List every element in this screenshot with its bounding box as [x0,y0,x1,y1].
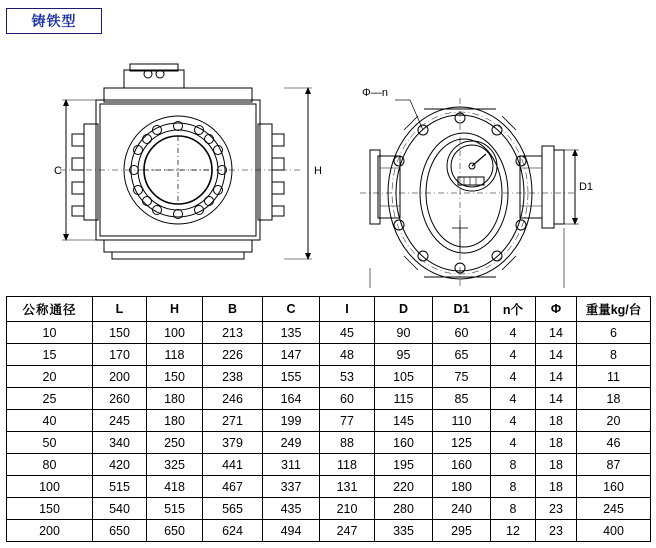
cell-D1: 110 [433,410,491,432]
cell-L: 150 [93,322,147,344]
cell-weight: 400 [577,520,651,542]
table-row [7,476,651,498]
dimension-H [284,88,312,259]
cell-D1: 65 [433,344,491,366]
cell-I: 53 [320,366,375,388]
cell-n: 4 [491,322,536,344]
cell-D: 115 [375,388,433,410]
cell-H: 515 [147,498,203,520]
right-view-body [360,98,575,288]
cell-C: 494 [263,520,320,542]
cell-C: 311 [263,454,320,476]
col-header-D1: D1 [433,297,491,322]
cell-n: 8 [491,476,536,498]
cell-D: 160 [375,432,433,454]
cell-C: 337 [263,476,320,498]
cell-B: 441 [203,454,263,476]
cell-D1: 240 [433,498,491,520]
col-header-weight: 重量kg/台 [577,297,651,322]
table-row [7,498,651,520]
cell-nominal-diameter: 100 [7,476,93,498]
cell-phi: 14 [536,388,577,410]
cell-phi: 14 [536,344,577,366]
cell-L: 515 [93,476,147,498]
cell-C: 147 [263,344,320,366]
cell-B: 213 [203,322,263,344]
cell-H: 418 [147,476,203,498]
table-header-row [7,297,651,322]
cell-D1: 75 [433,366,491,388]
spec-table-wrap [6,296,650,542]
cell-weight: 18 [577,388,651,410]
table-body [7,322,651,542]
cell-H: 180 [147,410,203,432]
cell-n: 4 [491,388,536,410]
cell-phi: 23 [536,498,577,520]
spec-table [6,296,651,542]
cell-phi: 14 [536,366,577,388]
cell-n: 8 [491,498,536,520]
technical-drawing [0,38,656,288]
cell-nominal-diameter: 10 [7,322,93,344]
table-row [7,454,651,476]
cell-L: 200 [93,366,147,388]
cell-D1: 295 [433,520,491,542]
table-row [7,432,651,454]
cell-D1: 85 [433,388,491,410]
cell-nominal-diameter: 40 [7,410,93,432]
cell-L: 650 [93,520,147,542]
col-header-n: n个 [491,297,536,322]
left-view-body [72,64,284,259]
col-header-H: H [147,297,203,322]
cell-B: 624 [203,520,263,542]
cell-I: 48 [320,344,375,366]
cell-D: 220 [375,476,433,498]
cell-nominal-diameter: 80 [7,454,93,476]
cell-C: 199 [263,410,320,432]
col-header-D: D [375,297,433,322]
table-row [7,344,651,366]
col-header-I: I [320,297,375,322]
cell-L: 245 [93,410,147,432]
table-row [7,388,651,410]
label-phi-n: Φ—n [362,87,388,99]
cell-H: 325 [147,454,203,476]
cell-D1: 60 [433,322,491,344]
label-D1: D1 [578,181,594,193]
cell-D1: 160 [433,454,491,476]
cell-D1: 125 [433,432,491,454]
cell-n: 4 [491,366,536,388]
cell-L: 540 [93,498,147,520]
page-title-box [6,8,102,34]
cell-B: 238 [203,366,263,388]
col-header-L: L [93,297,147,322]
cell-nominal-diameter: 20 [7,366,93,388]
cell-weight: 245 [577,498,651,520]
drawing-svg [0,38,656,288]
cell-D: 335 [375,520,433,542]
cell-L: 420 [93,454,147,476]
cell-nominal-diameter: 50 [7,432,93,454]
cell-D1: 180 [433,476,491,498]
cell-B: 379 [203,432,263,454]
cell-n: 4 [491,344,536,366]
cell-H: 650 [147,520,203,542]
cell-C: 435 [263,498,320,520]
cell-B: 271 [203,410,263,432]
cell-nominal-diameter: 25 [7,388,93,410]
col-header-B: B [203,297,263,322]
cell-I: 247 [320,520,375,542]
cell-L: 340 [93,432,147,454]
cell-I: 88 [320,432,375,454]
cell-nominal-diameter: 150 [7,498,93,520]
cell-C: 135 [263,322,320,344]
cell-L: 170 [93,344,147,366]
col-header-nominal-diameter: 公称通径 [7,297,93,322]
cell-weight: 11 [577,366,651,388]
cell-weight: 46 [577,432,651,454]
label-H: H [314,165,322,177]
cell-phi: 18 [536,454,577,476]
page-title: 铸铁型 [31,13,77,29]
table-row [7,322,651,344]
cell-D: 280 [375,498,433,520]
cell-n: 12 [491,520,536,542]
cell-D: 90 [375,322,433,344]
cell-phi: 18 [536,476,577,498]
cell-weight: 6 [577,322,651,344]
table-row [7,366,651,388]
cell-phi: 18 [536,410,577,432]
table-row [7,410,651,432]
cell-B: 565 [203,498,263,520]
cell-n: 4 [491,432,536,454]
cell-D: 145 [375,410,433,432]
cell-I: 131 [320,476,375,498]
cell-nominal-diameter: 15 [7,344,93,366]
cell-weight: 8 [577,344,651,366]
cell-C: 164 [263,388,320,410]
cell-H: 150 [147,366,203,388]
cell-H: 180 [147,388,203,410]
col-header-phi: Φ [536,297,577,322]
dimension-D1 [564,150,579,224]
cell-B: 226 [203,344,263,366]
cell-D: 105 [375,366,433,388]
cell-H: 118 [147,344,203,366]
col-header-C: C [263,297,320,322]
cell-I: 210 [320,498,375,520]
cell-H: 100 [147,322,203,344]
cell-I: 118 [320,454,375,476]
cell-D: 195 [375,454,433,476]
table-row [7,520,651,542]
cell-L: 260 [93,388,147,410]
cell-B: 467 [203,476,263,498]
cell-phi: 18 [536,432,577,454]
label-C: C [54,165,62,177]
cell-weight: 160 [577,476,651,498]
cell-nominal-diameter: 200 [7,520,93,542]
cell-I: 60 [320,388,375,410]
cell-I: 77 [320,410,375,432]
cell-n: 8 [491,454,536,476]
cell-n: 4 [491,410,536,432]
cell-D: 95 [375,344,433,366]
cell-I: 45 [320,322,375,344]
cell-phi: 14 [536,322,577,344]
cell-weight: 87 [577,454,651,476]
cell-B: 246 [203,388,263,410]
cell-phi: 23 [536,520,577,542]
cell-weight: 20 [577,410,651,432]
cell-C: 155 [263,366,320,388]
cell-H: 250 [147,432,203,454]
cell-C: 249 [263,432,320,454]
